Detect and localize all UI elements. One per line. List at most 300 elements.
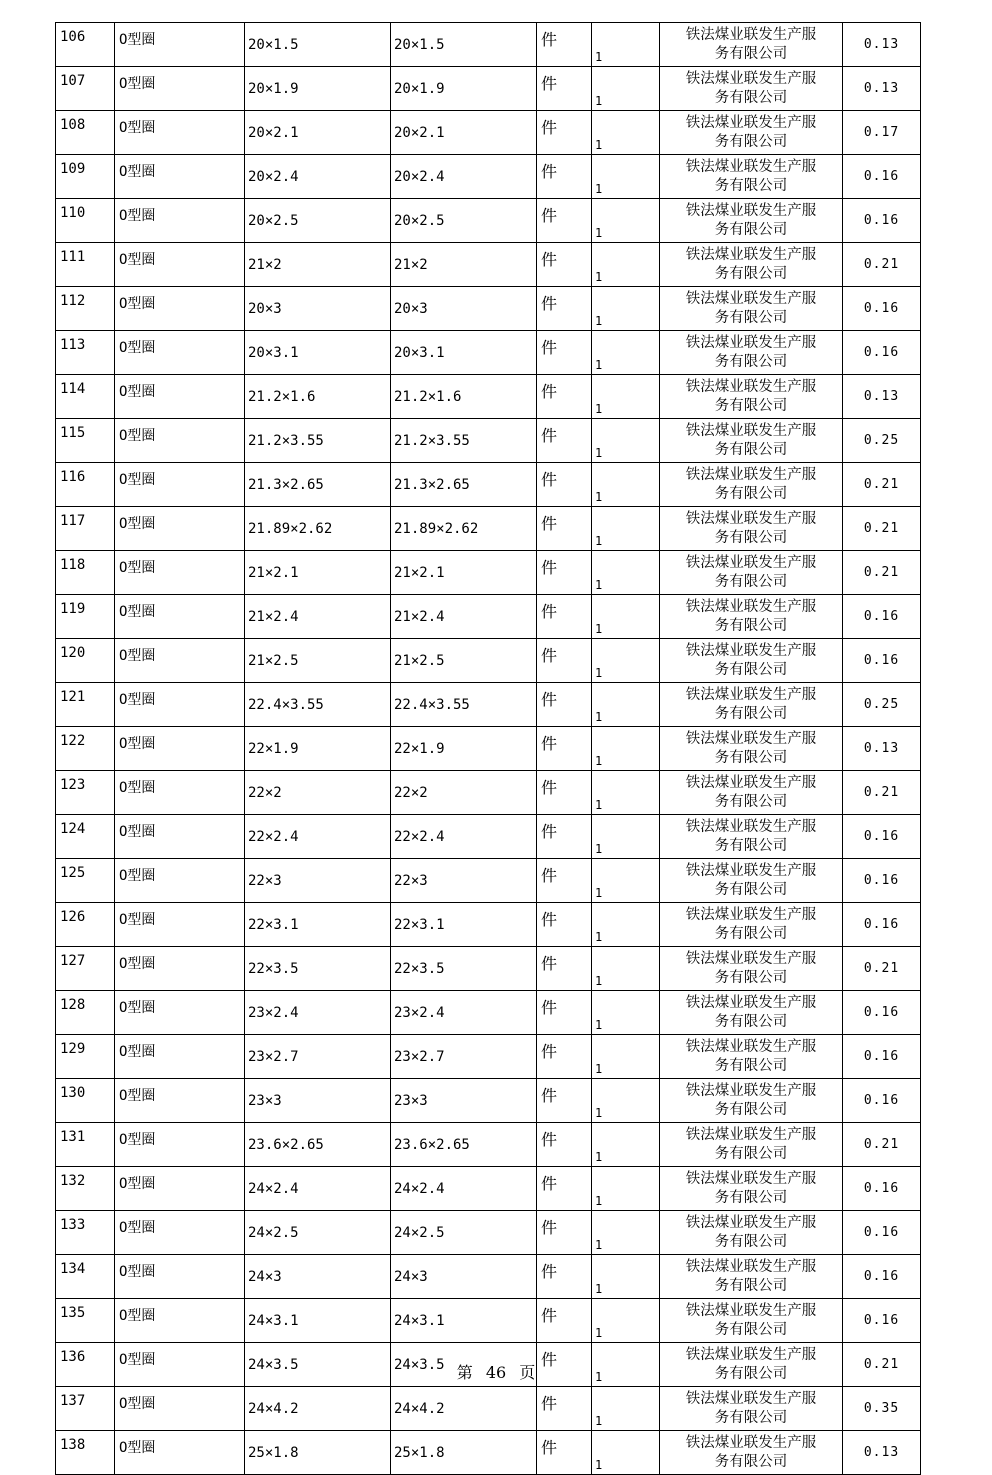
model-cell: 21×2.1 bbox=[391, 551, 537, 595]
supplier-line: 铁法煤业联发生产服 bbox=[685, 26, 817, 43]
quantity-cell: 1 bbox=[592, 639, 660, 683]
model-cell: 24×2.4 bbox=[391, 1167, 537, 1211]
unit-cell: 件 bbox=[537, 331, 592, 375]
model-cell: 21×2 bbox=[391, 243, 537, 287]
quantity-cell: 1 bbox=[592, 155, 660, 199]
item-name-cell: O型圈 bbox=[115, 199, 245, 243]
supplier-line: 务有限公司 bbox=[714, 969, 788, 986]
price-cell: 0.13 bbox=[843, 67, 921, 111]
table-row bbox=[56, 199, 921, 243]
supplier-line: 铁法煤业联发生产服 bbox=[685, 906, 817, 923]
supplier-cell bbox=[660, 639, 843, 683]
supplier-line: 铁法煤业联发生产服 bbox=[685, 862, 817, 879]
row-number-cell: 110 bbox=[56, 199, 115, 243]
unit-cell: 件 bbox=[537, 1255, 592, 1299]
unit-cell: 件 bbox=[537, 1211, 592, 1255]
price-cell: 0.16 bbox=[843, 1167, 921, 1211]
page-footer bbox=[0, 1360, 992, 1383]
supplier-line: 铁法煤业联发生产服 bbox=[685, 1038, 817, 1055]
supplier-cell bbox=[660, 727, 843, 771]
table-row bbox=[56, 991, 921, 1035]
item-name-cell: O型圈 bbox=[115, 1431, 245, 1475]
item-name-cell: O型圈 bbox=[115, 595, 245, 639]
supplier-cell bbox=[660, 859, 843, 903]
unit-cell: 件 bbox=[537, 1167, 592, 1211]
table-row bbox=[56, 727, 921, 771]
quantity-cell: 1 bbox=[592, 287, 660, 331]
spec-cell: 21.89×2.62 bbox=[245, 507, 391, 551]
unit-cell: 件 bbox=[537, 1343, 592, 1387]
table-row bbox=[56, 419, 921, 463]
row-number-cell: 138 bbox=[56, 1431, 115, 1475]
supplier-line: 铁法煤业联发生产服 bbox=[685, 686, 817, 703]
price-cell: 0.16 bbox=[843, 1299, 921, 1343]
item-name-cell: O型圈 bbox=[115, 243, 245, 287]
model-cell: 24×2.5 bbox=[391, 1211, 537, 1255]
spec-cell: 24×2.5 bbox=[245, 1211, 391, 1255]
table-row bbox=[56, 771, 921, 815]
table-row bbox=[56, 1431, 921, 1475]
supplier-cell bbox=[660, 991, 843, 1035]
row-number-cell: 132 bbox=[56, 1167, 115, 1211]
spec-cell: 23×2.4 bbox=[245, 991, 391, 1035]
supplier-cell bbox=[660, 23, 843, 67]
supplier-line: 务有限公司 bbox=[714, 837, 788, 854]
supplier-cell bbox=[660, 463, 843, 507]
supplier-line: 务有限公司 bbox=[714, 221, 788, 238]
table-row bbox=[56, 947, 921, 991]
price-cell: 0.21 bbox=[843, 1123, 921, 1167]
model-cell: 22.4×3.55 bbox=[391, 683, 537, 727]
model-cell: 22×3 bbox=[391, 859, 537, 903]
spec-cell: 22.4×3.55 bbox=[245, 683, 391, 727]
item-name-cell: O型圈 bbox=[115, 1343, 245, 1387]
supplier-line: 铁法煤业联发生产服 bbox=[685, 1214, 817, 1231]
spec-cell: 23×3 bbox=[245, 1079, 391, 1123]
price-cell: 0.35 bbox=[843, 1387, 921, 1431]
table-row bbox=[56, 155, 921, 199]
supplier-cell bbox=[660, 1035, 843, 1079]
model-cell: 21×2.4 bbox=[391, 595, 537, 639]
item-name-cell: O型圈 bbox=[115, 1079, 245, 1123]
item-name-cell: O型圈 bbox=[115, 639, 245, 683]
supplier-line: 铁法煤业联发生产服 bbox=[685, 158, 817, 175]
supplier-line: 务有限公司 bbox=[714, 89, 788, 106]
supplier-line: 务有限公司 bbox=[714, 1453, 788, 1470]
model-cell: 23×3 bbox=[391, 1079, 537, 1123]
spec-cell: 24×3 bbox=[245, 1255, 391, 1299]
row-number-cell: 128 bbox=[56, 991, 115, 1035]
table-row bbox=[56, 111, 921, 155]
spec-cell: 23×2.7 bbox=[245, 1035, 391, 1079]
price-cell: 0.17 bbox=[843, 111, 921, 155]
table-row bbox=[56, 1211, 921, 1255]
quantity-cell: 1 bbox=[592, 507, 660, 551]
quantity-cell: 1 bbox=[592, 419, 660, 463]
supplier-line: 务有限公司 bbox=[714, 45, 788, 62]
item-name-cell: O型圈 bbox=[115, 375, 245, 419]
quantity-cell: 1 bbox=[592, 375, 660, 419]
row-number-cell: 122 bbox=[56, 727, 115, 771]
spec-cell: 23.6×2.65 bbox=[245, 1123, 391, 1167]
supplier-line: 务有限公司 bbox=[714, 353, 788, 370]
table-row bbox=[56, 1079, 921, 1123]
supplier-line: 务有限公司 bbox=[714, 749, 788, 766]
table-row bbox=[56, 1167, 921, 1211]
row-number-cell: 120 bbox=[56, 639, 115, 683]
price-cell: 0.21 bbox=[843, 947, 921, 991]
row-number-cell: 136 bbox=[56, 1343, 115, 1387]
table-row bbox=[56, 1299, 921, 1343]
price-cell: 0.21 bbox=[843, 507, 921, 551]
unit-cell: 件 bbox=[537, 419, 592, 463]
supplier-line: 铁法煤业联发生产服 bbox=[685, 1302, 817, 1319]
price-cell: 0.13 bbox=[843, 727, 921, 771]
unit-cell: 件 bbox=[537, 1123, 592, 1167]
unit-cell: 件 bbox=[537, 683, 592, 727]
model-cell: 20×1.9 bbox=[391, 67, 537, 111]
item-name-cell: O型圈 bbox=[115, 727, 245, 771]
model-cell: 21.2×1.6 bbox=[391, 375, 537, 419]
price-cell: 0.16 bbox=[843, 199, 921, 243]
table-row bbox=[56, 639, 921, 683]
row-number-cell: 125 bbox=[56, 859, 115, 903]
supplier-line: 铁法煤业联发生产服 bbox=[685, 1126, 817, 1143]
item-name-cell: O型圈 bbox=[115, 947, 245, 991]
item-name-cell: O型圈 bbox=[115, 1387, 245, 1431]
unit-cell: 件 bbox=[537, 199, 592, 243]
supplier-line: 务有限公司 bbox=[714, 177, 788, 194]
table-row bbox=[56, 1035, 921, 1079]
supplier-line: 铁法煤业联发生产服 bbox=[685, 334, 817, 351]
model-cell: 20×2.1 bbox=[391, 111, 537, 155]
row-number-cell: 113 bbox=[56, 331, 115, 375]
price-cell: 0.16 bbox=[843, 815, 921, 859]
quantity-cell: 1 bbox=[592, 111, 660, 155]
item-name-cell: O型圈 bbox=[115, 551, 245, 595]
model-cell: 20×3 bbox=[391, 287, 537, 331]
spec-cell: 21×2.4 bbox=[245, 595, 391, 639]
unit-cell: 件 bbox=[537, 507, 592, 551]
supplier-line: 务有限公司 bbox=[714, 1277, 788, 1294]
supplier-cell bbox=[660, 67, 843, 111]
spec-cell: 21.2×1.6 bbox=[245, 375, 391, 419]
price-cell: 0.21 bbox=[843, 551, 921, 595]
quantity-cell: 1 bbox=[592, 199, 660, 243]
quantity-cell: 1 bbox=[592, 815, 660, 859]
model-cell: 24×3.1 bbox=[391, 1299, 537, 1343]
quantity-cell: 1 bbox=[592, 1211, 660, 1255]
model-cell: 22×2 bbox=[391, 771, 537, 815]
supplier-line: 铁法煤业联发生产服 bbox=[685, 950, 817, 967]
quantity-cell: 1 bbox=[592, 727, 660, 771]
page-footer-prefix: 第 bbox=[456, 1363, 473, 1382]
item-name-cell: O型圈 bbox=[115, 903, 245, 947]
unit-cell: 件 bbox=[537, 375, 592, 419]
unit-cell: 件 bbox=[537, 903, 592, 947]
row-number-cell: 114 bbox=[56, 375, 115, 419]
table-row bbox=[56, 551, 921, 595]
model-cell: 21.2×3.55 bbox=[391, 419, 537, 463]
table-row bbox=[56, 1387, 921, 1431]
unit-cell: 件 bbox=[537, 155, 592, 199]
quantity-cell: 1 bbox=[592, 331, 660, 375]
row-number-cell: 131 bbox=[56, 1123, 115, 1167]
row-number-cell: 111 bbox=[56, 243, 115, 287]
quantity-cell: 1 bbox=[592, 67, 660, 111]
supplier-line: 务有限公司 bbox=[714, 485, 788, 502]
unit-cell: 件 bbox=[537, 1079, 592, 1123]
item-name-cell: O型圈 bbox=[115, 1299, 245, 1343]
unit-cell: 件 bbox=[537, 1299, 592, 1343]
quantity-cell: 1 bbox=[592, 243, 660, 287]
supplier-line: 务有限公司 bbox=[714, 1321, 788, 1338]
supplier-line: 务有限公司 bbox=[714, 1013, 788, 1030]
spec-cell: 22×1.9 bbox=[245, 727, 391, 771]
supplier-line: 务有限公司 bbox=[714, 793, 788, 810]
spec-cell: 20×1.9 bbox=[245, 67, 391, 111]
price-cell: 0.13 bbox=[843, 1431, 921, 1475]
price-cell: 0.16 bbox=[843, 991, 921, 1035]
spec-cell: 21×2.5 bbox=[245, 639, 391, 683]
spec-cell: 20×1.5 bbox=[245, 23, 391, 67]
supplier-line: 铁法煤业联发生产服 bbox=[685, 598, 817, 615]
supplier-line: 务有限公司 bbox=[714, 1189, 788, 1206]
model-cell: 25×1.8 bbox=[391, 1431, 537, 1475]
supplier-line: 铁法煤业联发生产服 bbox=[685, 422, 817, 439]
supplier-line: 铁法煤业联发生产服 bbox=[685, 554, 817, 571]
quantity-cell: 1 bbox=[592, 1079, 660, 1123]
supplier-line: 务有限公司 bbox=[714, 925, 788, 942]
quantity-cell: 1 bbox=[592, 1255, 660, 1299]
row-number-cell: 117 bbox=[56, 507, 115, 551]
table-row bbox=[56, 1255, 921, 1299]
supplier-cell bbox=[660, 1123, 843, 1167]
supplier-line: 务有限公司 bbox=[714, 397, 788, 414]
row-number-cell: 106 bbox=[56, 23, 115, 67]
model-cell: 20×2.5 bbox=[391, 199, 537, 243]
model-cell: 22×2.4 bbox=[391, 815, 537, 859]
table-row bbox=[56, 243, 921, 287]
supplier-line: 务有限公司 bbox=[714, 441, 788, 458]
supplier-line: 铁法煤业联发生产服 bbox=[685, 1346, 817, 1363]
table-row bbox=[56, 683, 921, 727]
row-number-cell: 118 bbox=[56, 551, 115, 595]
table-body bbox=[56, 23, 921, 1475]
spec-cell: 21.3×2.65 bbox=[245, 463, 391, 507]
model-cell: 22×3.1 bbox=[391, 903, 537, 947]
supplier-cell bbox=[660, 683, 843, 727]
row-number-cell: 126 bbox=[56, 903, 115, 947]
item-name-cell: O型圈 bbox=[115, 23, 245, 67]
price-cell: 0.21 bbox=[843, 463, 921, 507]
price-table bbox=[55, 22, 921, 1475]
supplier-line: 铁法煤业联发生产服 bbox=[685, 994, 817, 1011]
price-cell: 0.13 bbox=[843, 375, 921, 419]
item-name-cell: O型圈 bbox=[115, 287, 245, 331]
item-name-cell: O型圈 bbox=[115, 331, 245, 375]
supplier-line: 铁法煤业联发生产服 bbox=[685, 70, 817, 87]
row-number-cell: 124 bbox=[56, 815, 115, 859]
supplier-line: 铁法煤业联发生产服 bbox=[685, 1258, 817, 1275]
supplier-cell bbox=[660, 551, 843, 595]
quantity-cell: 1 bbox=[592, 683, 660, 727]
model-cell: 20×3.1 bbox=[391, 331, 537, 375]
unit-cell: 件 bbox=[537, 67, 592, 111]
supplier-line: 铁法煤业联发生产服 bbox=[685, 378, 817, 395]
table-row bbox=[56, 287, 921, 331]
quantity-cell: 1 bbox=[592, 551, 660, 595]
supplier-cell bbox=[660, 331, 843, 375]
model-cell: 22×3.5 bbox=[391, 947, 537, 991]
quantity-cell: 1 bbox=[592, 1123, 660, 1167]
item-name-cell: O型圈 bbox=[115, 771, 245, 815]
quantity-cell: 1 bbox=[592, 1035, 660, 1079]
spec-cell: 24×4.2 bbox=[245, 1387, 391, 1431]
unit-cell: 件 bbox=[537, 287, 592, 331]
price-cell: 0.16 bbox=[843, 1255, 921, 1299]
supplier-line: 铁法煤业联发生产服 bbox=[685, 202, 817, 219]
price-cell: 0.16 bbox=[843, 859, 921, 903]
item-name-cell: O型圈 bbox=[115, 155, 245, 199]
quantity-cell: 1 bbox=[592, 463, 660, 507]
supplier-line: 务有限公司 bbox=[714, 133, 788, 150]
spec-cell: 20×2.1 bbox=[245, 111, 391, 155]
quantity-cell: 1 bbox=[592, 903, 660, 947]
spec-cell: 25×1.8 bbox=[245, 1431, 391, 1475]
supplier-cell bbox=[660, 507, 843, 551]
supplier-line: 铁法煤业联发生产服 bbox=[685, 1082, 817, 1099]
spec-cell: 21×2.1 bbox=[245, 551, 391, 595]
unit-cell: 件 bbox=[537, 463, 592, 507]
supplier-cell bbox=[660, 111, 843, 155]
row-number-cell: 135 bbox=[56, 1299, 115, 1343]
table-row bbox=[56, 507, 921, 551]
unit-cell: 件 bbox=[537, 1035, 592, 1079]
table-row bbox=[56, 331, 921, 375]
row-number-cell: 121 bbox=[56, 683, 115, 727]
item-name-cell: O型圈 bbox=[115, 859, 245, 903]
price-cell: 0.16 bbox=[843, 639, 921, 683]
spec-cell: 20×2.5 bbox=[245, 199, 391, 243]
spec-cell: 24×3.5 bbox=[245, 1343, 391, 1387]
row-number-cell: 108 bbox=[56, 111, 115, 155]
quantity-cell: 1 bbox=[592, 1167, 660, 1211]
supplier-line: 铁法煤业联发生产服 bbox=[685, 642, 817, 659]
model-cell: 24×3 bbox=[391, 1255, 537, 1299]
price-cell: 0.16 bbox=[843, 331, 921, 375]
model-cell: 21.89×2.62 bbox=[391, 507, 537, 551]
item-name-cell: O型圈 bbox=[115, 1255, 245, 1299]
model-cell: 23.6×2.65 bbox=[391, 1123, 537, 1167]
model-cell: 22×1.9 bbox=[391, 727, 537, 771]
quantity-cell: 1 bbox=[592, 859, 660, 903]
unit-cell: 件 bbox=[537, 243, 592, 287]
table-row bbox=[56, 903, 921, 947]
row-number-cell: 129 bbox=[56, 1035, 115, 1079]
supplier-line: 务有限公司 bbox=[714, 529, 788, 546]
quantity-cell: 1 bbox=[592, 595, 660, 639]
supplier-line: 务有限公司 bbox=[714, 1233, 788, 1250]
supplier-line: 铁法煤业联发生产服 bbox=[685, 730, 817, 747]
supplier-line: 铁法煤业联发生产服 bbox=[685, 466, 817, 483]
supplier-line: 务有限公司 bbox=[714, 1101, 788, 1118]
supplier-line: 务有限公司 bbox=[714, 1365, 788, 1382]
item-name-cell: O型圈 bbox=[115, 111, 245, 155]
supplier-line: 铁法煤业联发生产服 bbox=[685, 510, 817, 527]
supplier-line: 铁法煤业联发生产服 bbox=[685, 1390, 817, 1407]
supplier-cell bbox=[660, 287, 843, 331]
price-cell: 0.21 bbox=[843, 1343, 921, 1387]
supplier-line: 铁法煤业联发生产服 bbox=[685, 1434, 817, 1451]
unit-cell: 件 bbox=[537, 23, 592, 67]
page-footer-suffix: 页 bbox=[519, 1363, 536, 1382]
unit-cell: 件 bbox=[537, 639, 592, 683]
table-container bbox=[55, 22, 921, 1475]
supplier-cell bbox=[660, 419, 843, 463]
supplier-line: 务有限公司 bbox=[714, 881, 788, 898]
quantity-cell: 1 bbox=[592, 1387, 660, 1431]
unit-cell: 件 bbox=[537, 727, 592, 771]
supplier-cell bbox=[660, 1299, 843, 1343]
spec-cell: 21×2 bbox=[245, 243, 391, 287]
supplier-cell bbox=[660, 815, 843, 859]
model-cell: 21.3×2.65 bbox=[391, 463, 537, 507]
table-row bbox=[56, 595, 921, 639]
row-number-cell: 137 bbox=[56, 1387, 115, 1431]
unit-cell: 件 bbox=[537, 991, 592, 1035]
item-name-cell: O型圈 bbox=[115, 1167, 245, 1211]
supplier-line: 务有限公司 bbox=[714, 573, 788, 590]
spec-cell: 22×2 bbox=[245, 771, 391, 815]
quantity-cell: 1 bbox=[592, 1299, 660, 1343]
model-cell: 23×2.4 bbox=[391, 991, 537, 1035]
supplier-cell bbox=[660, 243, 843, 287]
supplier-line: 务有限公司 bbox=[714, 1409, 788, 1426]
model-cell: 23×2.7 bbox=[391, 1035, 537, 1079]
supplier-cell bbox=[660, 199, 843, 243]
table-row bbox=[56, 859, 921, 903]
row-number-cell: 133 bbox=[56, 1211, 115, 1255]
row-number-cell: 134 bbox=[56, 1255, 115, 1299]
supplier-line: 铁法煤业联发生产服 bbox=[685, 1170, 817, 1187]
price-cell: 0.16 bbox=[843, 595, 921, 639]
supplier-cell bbox=[660, 947, 843, 991]
supplier-line: 务有限公司 bbox=[714, 1057, 788, 1074]
unit-cell: 件 bbox=[537, 771, 592, 815]
model-cell: 20×1.5 bbox=[391, 23, 537, 67]
row-number-cell: 112 bbox=[56, 287, 115, 331]
spec-cell: 22×3 bbox=[245, 859, 391, 903]
table-row bbox=[56, 815, 921, 859]
price-cell: 0.21 bbox=[843, 243, 921, 287]
supplier-line: 务有限公司 bbox=[714, 309, 788, 326]
supplier-line: 铁法煤业联发生产服 bbox=[685, 114, 817, 131]
row-number-cell: 115 bbox=[56, 419, 115, 463]
row-number-cell: 109 bbox=[56, 155, 115, 199]
table-row bbox=[56, 67, 921, 111]
unit-cell: 件 bbox=[537, 859, 592, 903]
unit-cell: 件 bbox=[537, 595, 592, 639]
spec-cell: 20×3 bbox=[245, 287, 391, 331]
item-name-cell: O型圈 bbox=[115, 463, 245, 507]
price-cell: 0.16 bbox=[843, 155, 921, 199]
page-number: 46 bbox=[485, 1363, 507, 1382]
quantity-cell: 1 bbox=[592, 23, 660, 67]
table-row bbox=[56, 463, 921, 507]
price-cell: 0.25 bbox=[843, 683, 921, 727]
supplier-line: 务有限公司 bbox=[714, 661, 788, 678]
